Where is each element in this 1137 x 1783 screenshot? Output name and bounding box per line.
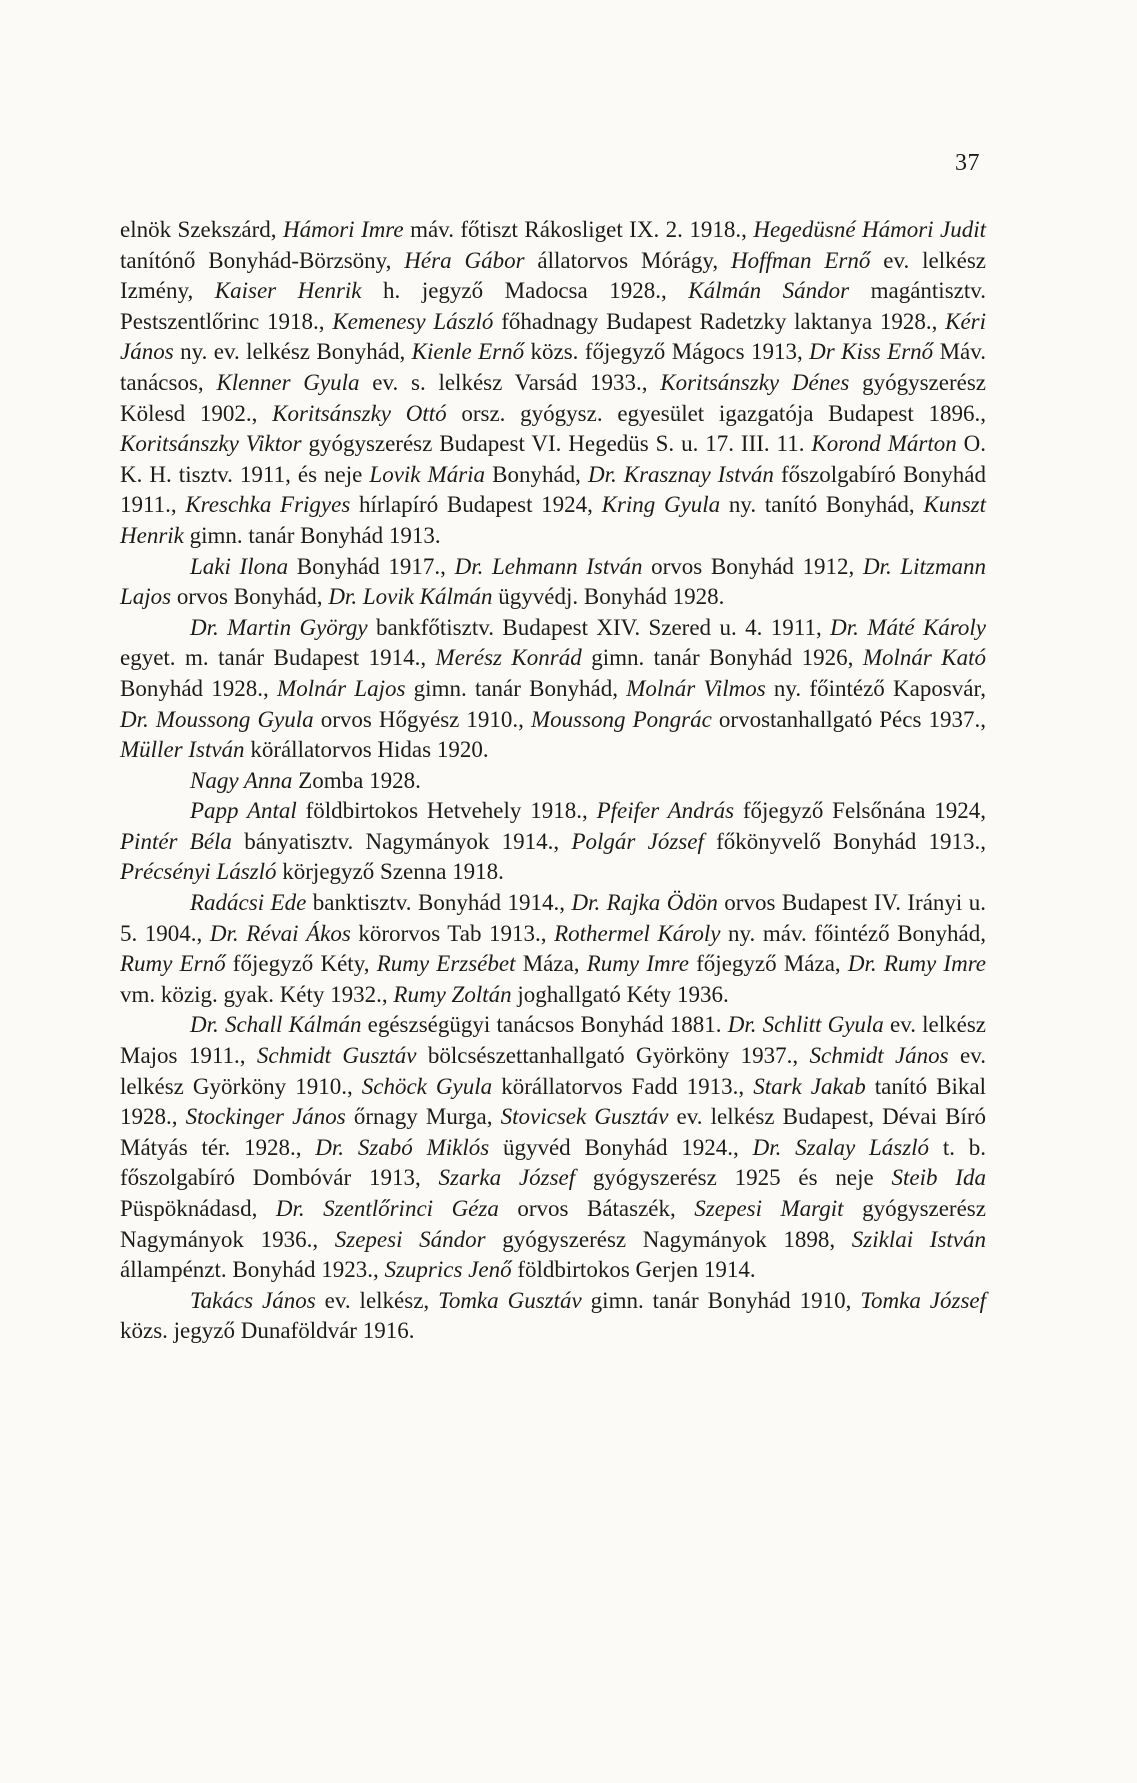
entry-text: közs. jegyző Dunaföldvár 1916. [120,1318,415,1344]
entry-text: O. K. H. tisztv. 1911, és neje [120,431,986,487]
entry-text: orvos Budapest IV. Irányi u. 5. 1904., [120,890,987,946]
entry-text: földbirtokos Gerjen 1914. [511,1257,756,1283]
entry-text: hírlapíró Budapest 1924, [350,492,602,518]
person-name: Rumy Imre [586,951,689,977]
person-name: Merész Konrád [435,645,582,671]
entry-text: gyógyszerész Budapest VI. Hegedüs S. u. 17. III. 11. [301,431,812,457]
entry-text: ev. lelkész Györköny 1910., [120,1043,986,1099]
person-name: Dr. Moussong Gyula [120,706,314,732]
person-name: Kéri János [120,308,986,365]
person-name: Koritsánszky Dénes [660,369,850,395]
entry-text: tanító Bikal 1928., [120,1073,986,1130]
person-name: Dr. Schall Kálmán [190,1012,362,1038]
person-name: Korond Márton [811,431,957,457]
paragraph [120,613,986,766]
entry-text: Bonyhád 1928., [120,675,278,701]
person-name: Laki Ilona [190,553,289,579]
person-name: Pfeifer András [596,798,735,824]
entry-text: ny. tanító Bonyhád, [720,492,924,518]
entry-text: t. b. főszolgabíró Dombóvár 1913, [120,1134,987,1191]
entry-text: orvos Hőgyész 1910., [313,706,531,732]
entry-text: h. jegyző Madocsa 1928., [361,278,689,304]
entry-text: bölcsészettanhallgató Györköny 1937., [416,1043,810,1069]
person-name: Dr Kiss Ernő [809,339,934,365]
person-name: Lovik Mária [369,461,486,487]
person-name: Polgár József [571,828,704,854]
person-name: Szepesi Sándor [334,1226,486,1252]
paragraph [120,552,986,613]
person-name: Dr. Szalay László [752,1134,930,1160]
entry-text: gyógyszerész 1925 és neje [575,1165,892,1191]
person-name: Pintér Béla [120,828,232,854]
person-name: Dr. Szentlőrinci Géza [275,1196,499,1221]
entry-text: főjegyző Kéty, [225,951,377,977]
entry-text: ny. főintéző Kaposvár, [765,675,986,701]
person-name: Koritsánszky Ottó [272,400,447,426]
person-name: Rumy Ernő [120,951,226,977]
person-name: Steib Ida [891,1165,986,1191]
person-name: Radácsi Ede [190,890,307,916]
entry-text: főszolgabíró Bonyhád 1911., [120,461,987,518]
entry-text: orvos Bátaszék, [498,1196,695,1221]
person-name: Dr. Lovik Kálmán [328,584,493,610]
entry-text: állatorvos Mórágy, [524,247,731,273]
person-name: Stovicsek Gusztáv [500,1104,669,1130]
person-name: Dr. Litzmann Lajos [120,553,986,610]
entry-text: főhadnagy Budapest Radetzky laktanya 1928., [493,308,946,334]
person-name: Moussong Pongrác [531,706,712,732]
page-number: 37 [955,150,980,176]
person-name: Dr. Rumy Imre [847,951,987,977]
person-name: Szepesi Margit [694,1196,844,1221]
entry-text: orvostanhallgató Pécs 1937., [711,706,986,732]
entry-text: körjegyző Szenna 1918. [276,859,504,885]
entry-text: Bonyhád, [485,461,588,487]
person-name: Rumy Erzsébet [376,951,516,977]
person-name: Molnár Lajos [277,675,406,701]
person-name: Kaiser Henrik [214,278,362,304]
person-name: Nagy Anna [190,767,293,793]
person-name: Kring Gyula [601,492,721,518]
person-name: Schmidt János [809,1043,949,1069]
entry-text: ügyvédj. Bonyhád 1928. [492,584,725,610]
person-name: Dr. Révai Ákos [209,920,351,946]
entry-text: gyógyszerész Nagymányok 1898, [485,1226,852,1252]
entry-text: őrnagy Murga, [345,1104,501,1130]
entry-text: ev. lelkész, [315,1287,439,1313]
entry-text: ev. lelkész Budapest, Dévai Bíró Mátyás tér. 1928., [120,1104,986,1160]
person-name: Kreschka Frigyes [185,492,351,518]
entry-text: főjegyző Felsőnána 1924, [734,798,986,824]
entry-text: ev. s. lelkész Varsád 1933., [359,369,661,395]
text-body [120,215,986,1347]
entry-text: joghallgató Kéty 1936. [511,981,729,1007]
entry-text: ev. lelkész Izmény, [120,247,986,304]
entry-text: közs. főjegyző Mágocs 1913, [524,339,810,365]
person-name: Schöck Gyula [361,1073,493,1099]
entry-text: Máza, [515,951,587,977]
entry-text: állampénzt. Bonyhád 1923., [120,1257,385,1283]
entry-text: Máv. tanácsos, [120,339,986,395]
person-name: Szarka József [438,1165,576,1191]
person-name: Molnár Vilmos [626,675,766,701]
person-name: Tomka József [860,1287,986,1313]
paragraph [120,766,986,797]
entry-text: Püspöknádasd, [120,1196,276,1221]
person-name: Müller István [120,737,245,763]
person-name: Hoffman Ernő [730,247,871,273]
entry-text: ev. lelkész Majos 1911., [120,1012,986,1069]
person-name: Kemenesy László [332,308,494,334]
entry-text: orsz. gyógysz. egyesület igazgatója Budapest 1896., [446,400,986,426]
person-name: Koritsánszky Viktor [120,431,302,457]
entry-text: bankfőtisztv. Budapest XIV. Szered u. 4. 1911, [367,614,831,640]
person-name: Tomka Gusztáv [438,1287,582,1313]
person-name: Rothermel Károly [554,920,721,946]
person-name: Dr. Máté Károly [830,614,986,640]
person-name: Sziklai István [851,1226,986,1252]
entry-text: magántisztv. Pestszentlőrinc 1918., [120,278,986,334]
person-name: Dr. Krasznay István [587,461,774,487]
paragraph [120,215,986,552]
entry-text: bányatisztv. Nagymányok 1914., [231,828,572,854]
entry-text: gyógyszerész Nagymányok 1936., [120,1196,986,1252]
person-name: Szuprics Jenő [384,1257,512,1283]
entry-text: főkönyvelő Bonyhád 1913., [703,828,987,854]
entry-text: orvos Bonyhád, [171,584,329,610]
person-name: Kunszt Henrik [120,492,987,548]
entry-text: egészségügyi tanácsos Bonyhád 1881. [361,1012,728,1038]
person-name: Stark Jakab [753,1073,866,1099]
entry-text: földbirtokos Hetvehely 1918., [296,798,597,824]
entry-text: vm. közig. gyak. Kéty 1932., [120,981,394,1007]
entry-text: elnök Szekszárd, [120,217,284,242]
person-name: Rumy Zoltán [393,981,512,1007]
entry-text: Zomba 1928. [292,767,421,793]
person-name: Hegedüsné Hámori Judit [753,217,986,242]
paragraph [120,1286,986,1347]
entry-text: Bonyhád 1917., [288,553,455,579]
person-name: Dr. Schlitt Gyula [727,1012,884,1038]
entry-text: tanítónő Bonyhád-Börzsöny, [120,247,405,273]
person-name: Précsényi László [120,859,277,885]
entry-text: máv. főtiszt Rákosliget IX. 2. 1918., [403,217,754,242]
person-name: Kienle Ernő [411,339,525,365]
person-name: Kálmán Sándor [688,278,850,304]
person-name: Stockinger János [185,1104,346,1130]
person-name: Dr. Rajka Ödön [571,890,718,916]
entry-text: ügyvéd Bonyhád 1924., [489,1134,753,1160]
entry-text: főjegyző Máza, [688,951,848,977]
person-name: Papp Antal [190,798,297,824]
entry-text: körorvos Tab 1913., [350,920,555,946]
entry-text: banktisztv. Bonyhád 1914., [306,890,572,916]
person-name: Dr. Szabó Miklós [315,1134,490,1160]
entry-text: gimn. tanár Bonyhád 1926, [581,645,863,671]
entry-text: körállatorvos Hidas 1920. [244,737,489,763]
entry-text: egyet. m. tanár Budapest 1914., [120,645,436,671]
person-name: Molnár Kató [862,645,986,671]
entry-text: ny. ev. lelkész Bonyhád, [173,339,412,365]
paragraph [120,1010,986,1285]
entry-text: körállatorvos Fadd 1913., [492,1073,754,1099]
entry-text: ny. máv. főintéző Bonyhád, [720,920,986,946]
person-name: Klenner Gyula [216,369,360,395]
person-name: Dr. Martin György [190,614,368,640]
entry-text: orvos Bonyhád 1912, [642,553,863,579]
person-name: Dr. Lehmann István [454,553,643,579]
person-name: Takács János [190,1287,316,1313]
entry-text: gyógyszerész Kölesd 1902., [120,369,986,426]
entry-text: gimn. tanár Bonyhád 1910, [581,1287,861,1313]
person-name: Hámori Imre [283,217,404,242]
paragraph [120,888,986,1010]
entry-text: gimn. tanár Bonyhád 1913. [183,522,441,548]
person-name: Héra Gábor [404,247,525,273]
entry-text: gimn. tanár Bonyhád, [405,675,627,701]
person-name: Schmidt Gusztáv [256,1043,417,1069]
paragraph [120,796,986,888]
